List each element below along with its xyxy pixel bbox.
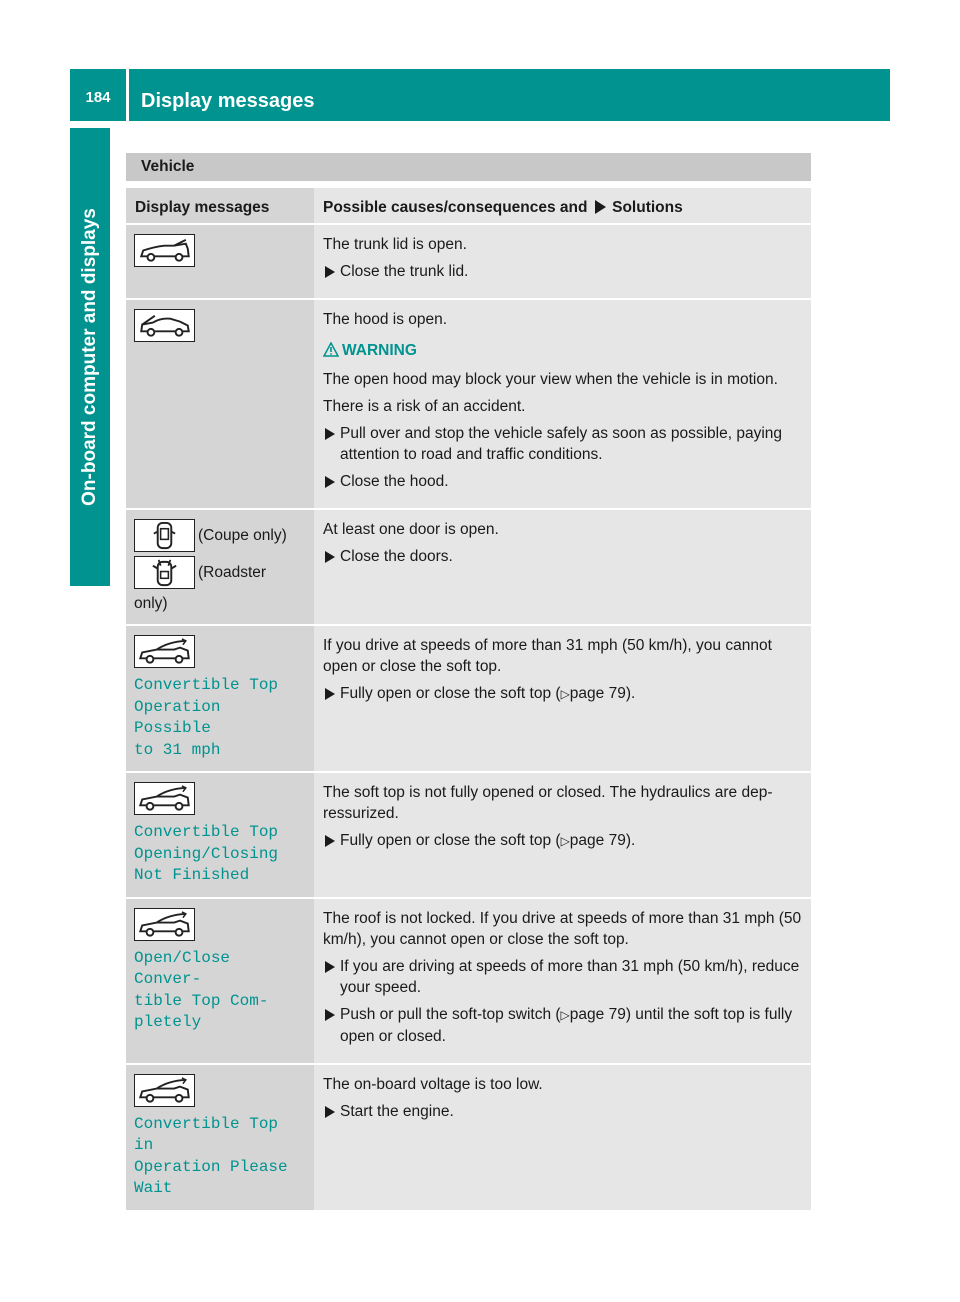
display-message-cell — [126, 1064, 314, 1211]
solutions-cell — [314, 224, 811, 299]
roadster-door-open-icon — [134, 556, 195, 589]
chapter-side-tab — [70, 128, 110, 586]
door-variant-label: (Coupe only) — [198, 527, 287, 544]
display-message-cell — [126, 625, 314, 772]
table-row — [126, 509, 811, 625]
display-message-text: Convertible Top Operation Possible to 31 mph — [134, 676, 279, 759]
table-row — [126, 224, 811, 299]
display-message-text: Convertible Top Opening/Closing Not Finished — [134, 823, 279, 884]
display-message-text: Open/Close Conver‐ tible Top Com‐ pletely — [134, 948, 269, 1031]
convertible-top-icon — [134, 1074, 195, 1107]
warning-text: There is a risk of an accident. — [323, 398, 526, 415]
instruction-step — [323, 956, 803, 998]
convertible-top-icon — [134, 908, 195, 941]
display-message-cell — [126, 898, 314, 1064]
instruction-step — [323, 261, 803, 282]
display-message-cell — [126, 224, 314, 299]
step-arrow-icon — [325, 961, 335, 973]
step-text: If you are driving at speeds of more than 31 mph (50 km/h), reduce your speed. — [340, 957, 800, 996]
table-row — [126, 1064, 811, 1211]
solutions-cell — [314, 772, 811, 898]
convertible-top-icon — [134, 782, 195, 815]
step-text: ). — [625, 832, 636, 849]
step-text: Fully open or close the soft top ( — [340, 685, 561, 702]
page-reference-link[interactable]: page 79 — [569, 1005, 626, 1023]
cause-text: At least one door is open. — [323, 521, 499, 538]
display-message-cell — [126, 299, 314, 509]
warning-text: The open hood may block your view when the vehicle is in motion. — [323, 371, 778, 388]
cause-text: The roof is not locked. If you drive at speeds of more than 31 mph (50 km/h), you cannot open or close the soft top. — [323, 909, 802, 948]
convertible-top-icon — [134, 635, 195, 668]
content-area — [126, 153, 811, 1212]
solutions-cell — [314, 509, 811, 625]
page-header — [70, 69, 890, 121]
cause-text: The soft top is not fully opened or closed. The hydraulics are depressurized. — [323, 784, 773, 822]
page-ref-arrow-icon: ▷ — [560, 834, 570, 848]
step-text: Close the hood. — [340, 473, 449, 490]
step-arrow-icon — [325, 551, 335, 563]
solutions-cell — [314, 299, 811, 509]
step-text: Fully open or close the soft top ( — [340, 832, 561, 849]
cause-text: The hood is open. — [323, 311, 448, 328]
warning-heading — [323, 340, 803, 361]
table-row — [126, 898, 811, 1064]
column-header-causes-label: Possible causes/consequences and — [323, 199, 588, 216]
solutions-cell — [314, 625, 811, 772]
step-arrow-icon — [325, 266, 335, 278]
page-title: Display messages — [141, 90, 315, 112]
step-arrow-icon — [325, 835, 335, 847]
step-arrow-icon — [325, 1106, 335, 1118]
door-variant-label-cont: only) — [134, 595, 168, 612]
step-arrow-icon — [325, 476, 335, 488]
cause-text: If you drive at speeds of more than 31 mph (50 km/h), you cannot open or close the soft top. — [323, 637, 772, 675]
instruction-step — [323, 546, 803, 567]
section-title: Vehicle — [126, 153, 811, 181]
step-arrow-icon — [325, 688, 335, 700]
warning-triangle-icon — [323, 342, 339, 358]
column-header-solutions-label: Solutions — [612, 199, 683, 216]
display-message-cell — [126, 772, 314, 898]
step-text: Pull over and stop the vehicle safely as soon as possible, paying attention to road and traffic conditions. — [340, 425, 783, 463]
solutions-cell — [314, 1064, 811, 1211]
page-number: 184 — [85, 89, 111, 106]
step-text: ) until the soft top is fully open or closed. — [340, 1005, 793, 1045]
step-arrow-icon — [325, 1009, 335, 1021]
column-header-causes — [314, 188, 811, 224]
step-text: Push or pull the soft-top switch ( — [340, 1005, 561, 1023]
solutions-arrow-icon — [595, 200, 606, 214]
step-text: ). — [625, 685, 636, 702]
table-row — [126, 625, 811, 772]
cause-text: The trunk lid is open. — [323, 236, 467, 253]
messages-table — [126, 188, 811, 1212]
cause-text: The on-board voltage is too low. — [323, 1075, 543, 1093]
door-message-line — [134, 519, 306, 552]
warning-label: WARNING — [342, 342, 417, 359]
page-reference-link[interactable]: page 79 — [569, 832, 626, 849]
trunk-open-icon — [134, 234, 195, 267]
display-message-cell — [126, 509, 314, 625]
table-row — [126, 772, 811, 898]
solutions-cell — [314, 898, 811, 1064]
instruction-step — [323, 1101, 803, 1122]
table-row — [126, 299, 811, 509]
column-header-display-messages: Display messages — [126, 188, 314, 224]
coupe-door-open-icon — [134, 519, 195, 552]
instruction-step — [323, 423, 803, 465]
display-message-text: Convertible Top in Operation Please Wait — [134, 1114, 288, 1197]
page-reference-link[interactable]: page 79 — [569, 685, 626, 702]
hood-open-icon — [134, 309, 195, 342]
door-message-line — [134, 556, 306, 589]
chapter-label: On-board computer and displays — [79, 208, 100, 506]
instruction-step — [323, 683, 803, 705]
table-body — [126, 224, 811, 1211]
instruction-step — [323, 471, 803, 492]
instruction-step — [323, 1004, 803, 1047]
table-header-row — [126, 188, 811, 224]
step-text: Close the doors. — [340, 548, 453, 565]
step-text: Start the engine. — [340, 1102, 454, 1120]
page-ref-arrow-icon: ▷ — [560, 1007, 570, 1022]
instruction-step — [323, 830, 803, 852]
step-text: Close the trunk lid. — [340, 263, 469, 280]
step-arrow-icon — [325, 428, 335, 440]
page-ref-arrow-icon: ▷ — [560, 687, 570, 701]
door-variant-label: (Roadster — [198, 564, 267, 581]
header-divider — [126, 69, 129, 121]
